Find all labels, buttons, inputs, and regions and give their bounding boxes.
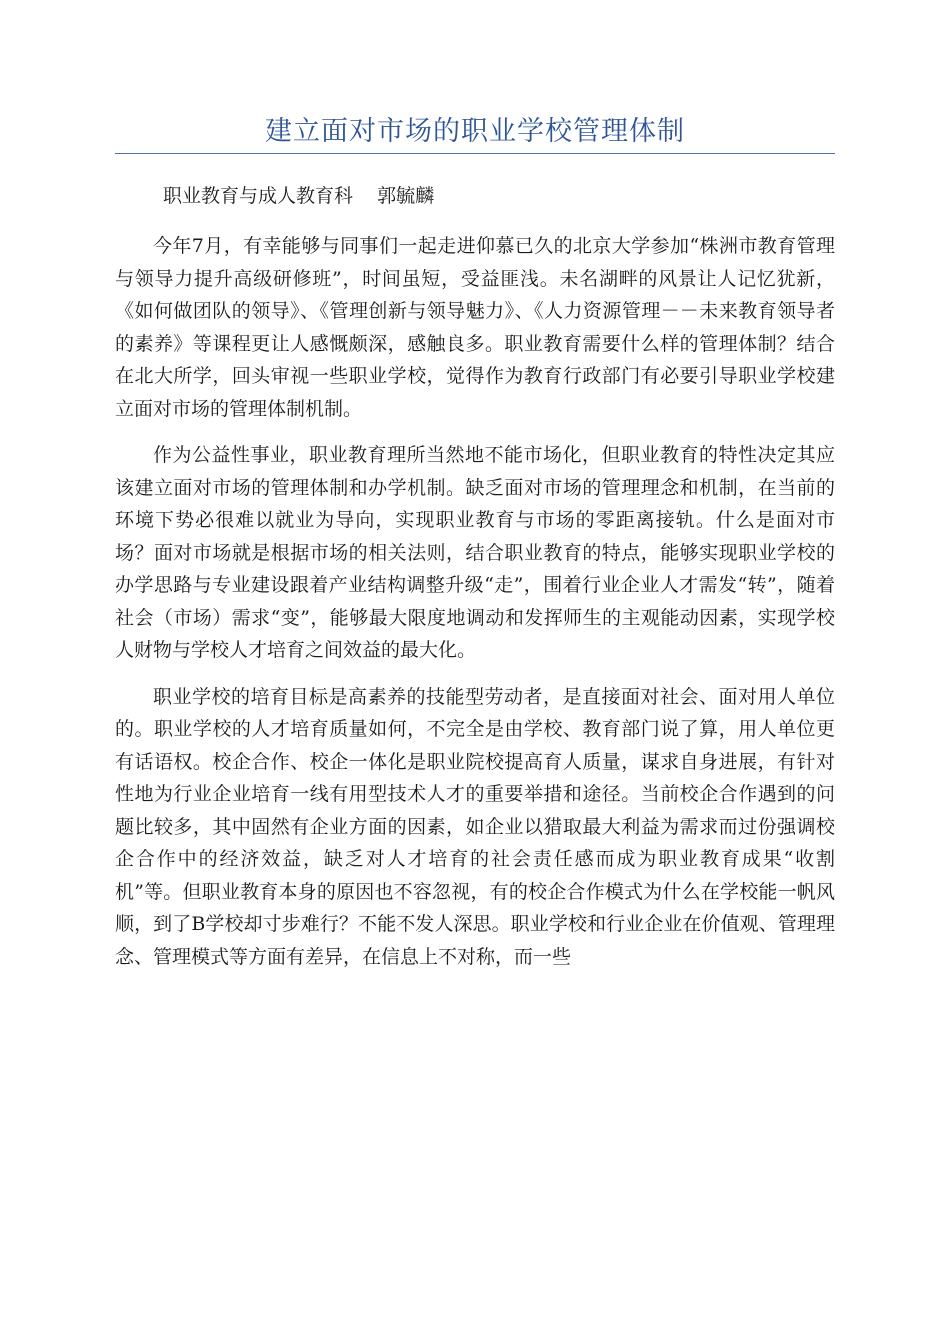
paragraph: 今年7月，有幸能够与同事们一起走进仰慕已久的北京大学参加“株洲市教育管理与领导力提升高级研修班”，时间虽短，受益匪浅。未名湖畔的风景让人记忆犹新，《如何做团队的领导》、《管理创新与领导魅力》、《人力资源管理－－未来教育领导者的素养》等课程更让人感慨颇深，感触良多。职业教育需要什么样的管理体制？结合在北大所学，回头审视一些职业学校，觉得作为教育行政部门有必要引导职业学校建立面对市场的管理体制机制。 [115,235,835,420]
paragraph: 职业学校的培育目标是高素养的技能型劳动者，是直接面对社会、面对用人单位的。职业学校的人才培育质量如何，不完全是由学校、教育部门说了算，用人单位更有话语权。校企合作、校企一体化是职业院校提高育人质量，谋求自身进展，有针对性地为行业企业培育一线有用型技术人才的重要举措和途径。当前校企合作遇到的问题比较多，其中固然有企业方面的因素，如企业以猎取最大利益为需求而过份强调校企合作中的经济效益，缺乏对人才培育的社会责任感而成为职业教育成果“收割机”等。但职业教育本身的原因也不容忽视，有的校企合作模式为什么在学校能一帆风顺，到了B学校却寸步难行？不能不发人深思。职业学校和行业企业在价值观、管理理念、管理模式等方面有差异，在信息上不对称，而一些 [115,685,835,968]
document-body [115,230,835,987]
document-title: 建立面对市场的职业学校管理体制 [265,116,685,147]
title-underline [115,153,835,154]
author-line: 职业教育与成人教育科 郭毓麟 [163,185,435,207]
paragraph: 作为公益性事业，职业教育理所当然地不能市场化，但职业教育的特性决定其应该建立面对市场的管理体制和办学机制。缺乏面对市场的管理理念和机制，在当前的环境下势必很难以就业为导向，实现职业教育与市场的零距离接轨。什么是面对市场？面对市场就是根据市场的相关法则，结合职业教育的特点，能够实现职业学校的办学思路与专业建设跟着产业结构调整升级“走”，围着行业企业人才需发“转”，随着社会（市场）需求“变”，能够最大限度地调动和发挥师生的主观能动因素，实现学校人财物与学校人才培育之间效益的最大化。 [115,444,835,661]
